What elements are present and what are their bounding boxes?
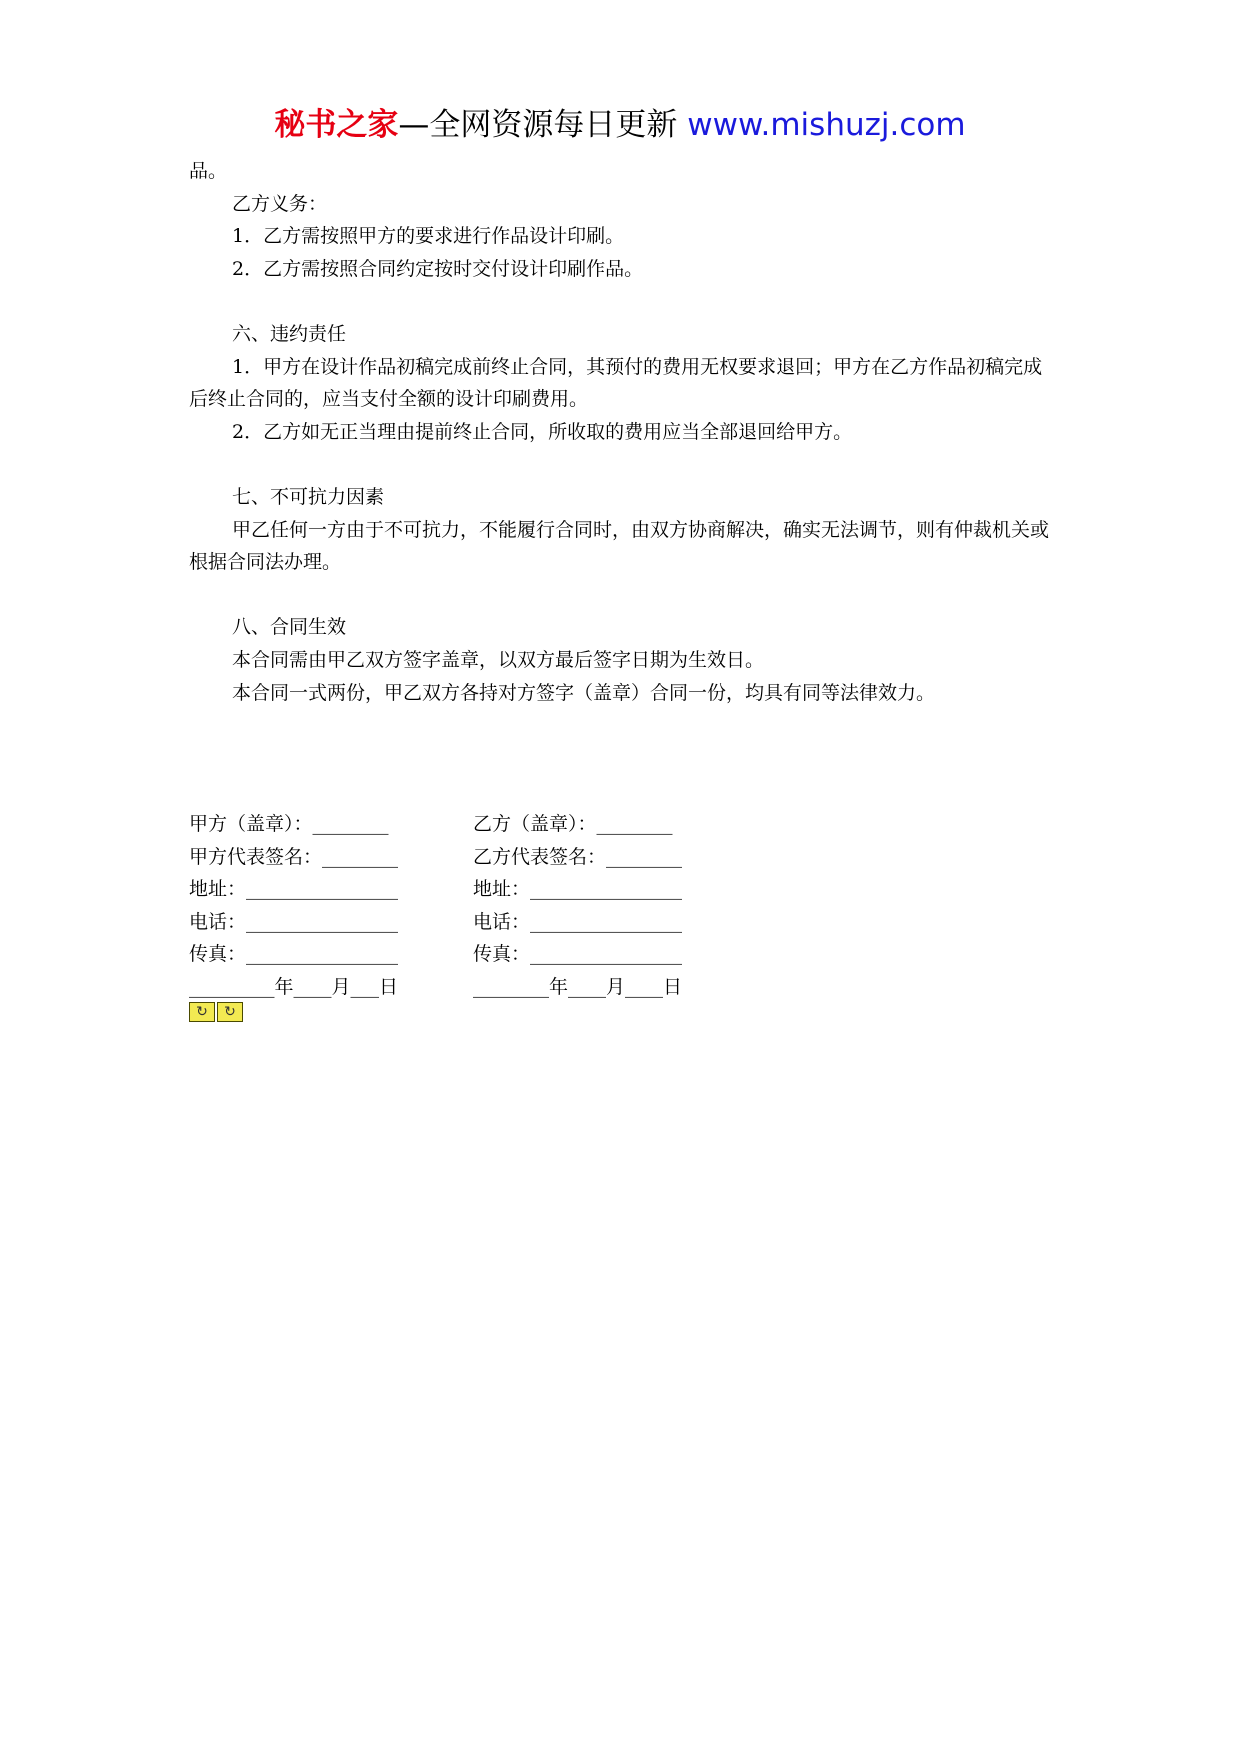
signature-block [189, 808, 757, 1004]
section-subtitle: 乙方义务： [232, 192, 328, 215]
paragraph: 品。 [189, 160, 228, 182]
party-b-rep-field: 乙方代表签名：________ [473, 845, 683, 868]
section-title-effectiveness: 八、合同生效 [232, 616, 347, 639]
party-a-rep-field: 甲方代表签名：________ [189, 845, 399, 868]
signature-row-fax [189, 938, 757, 971]
party-a-fax-field: 传真：________________ [189, 943, 399, 966]
list-item: 2．乙方需按照合同约定按时交付设计印刷作品。 [232, 257, 644, 280]
section-title-breach: 六、违约责任 [232, 322, 347, 345]
signature-row-date [189, 971, 757, 1004]
site-url-link[interactable]: www.mishuzj.com [687, 107, 966, 143]
paragraph: 甲乙任何一方由于不可抗力，不能履行合同时，由双方协商解决，确实无法调节，则有仲裁机关或根据合同法办理。 [189, 518, 1050, 574]
site-header [0, 100, 1240, 150]
paragraph: 本合同一式两份，甲乙双方各持对方签字（盖章）合同一份，均具有同等法律效力。 [232, 681, 936, 704]
list-item: 1．乙方需按照甲方的要求进行作品设计印刷。 [232, 225, 625, 248]
list-item: 2．乙方如无正当理由提前终止合同，所收取的费用应当全部退回给甲方。 [232, 420, 853, 443]
list-item: 1．甲方在设计作品初稿完成前终止合同，其预付的费用无权要求退回；甲方在乙方作品初稿完成后终止合同的，应当支付全额的设计印刷费用。 [189, 355, 1043, 411]
brand-name: 秘书之家 [274, 107, 399, 143]
signature-row-seal [189, 808, 757, 841]
party-a-date-field: _________年____月___日 [189, 975, 399, 998]
party-b-seal-field: 乙方（盖章）：________ [473, 813, 673, 835]
party-b-phone-field: 电话：________________ [473, 910, 683, 933]
header-tagline: —全网资源每日更新 [398, 107, 688, 143]
signature-row-address [189, 873, 757, 906]
refresh-badge-icon: ↻ [189, 1002, 215, 1022]
signature-row-representative [189, 841, 757, 874]
party-b-address-field: 地址：________________ [473, 878, 683, 901]
paragraph: 本合同需由甲乙双方签字盖章，以双方最后签字日期为生效日。 [232, 648, 765, 671]
party-a-seal-field: 甲方（盖章）：________ [189, 813, 389, 835]
refresh-badge-icon: ↻ [217, 1002, 243, 1022]
party-b-date-field: ________年____月____日 [473, 975, 683, 998]
party-a-address-field: 地址：________________ [189, 878, 399, 901]
contract-body [189, 155, 1059, 709]
badge-group [189, 1002, 243, 1022]
spacer [189, 448, 1059, 481]
spacer [189, 285, 1059, 318]
party-b-fax-field: 传真：________________ [473, 943, 683, 966]
section-title-force-majeure: 七、不可抗力因素 [232, 485, 385, 508]
party-a-phone-field: 电话：________________ [189, 910, 399, 933]
spacer [189, 579, 1059, 612]
signature-row-phone [189, 906, 757, 939]
